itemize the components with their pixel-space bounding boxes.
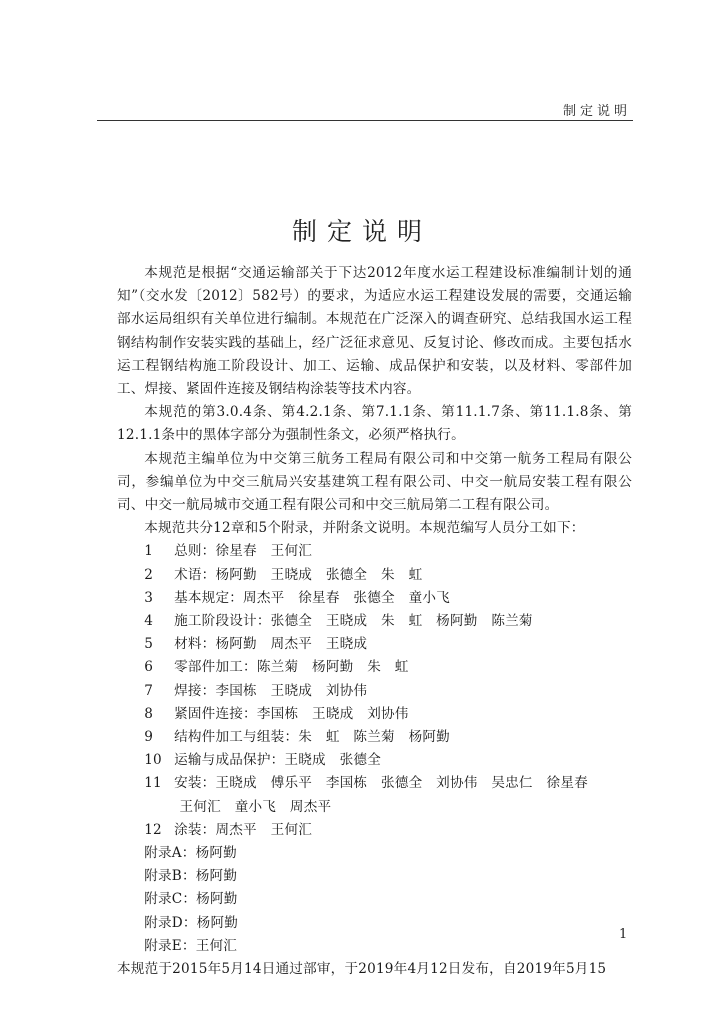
body-text [117, 262, 632, 981]
item-text: 结构件加工与组装：朱 虹 陈兰菊 杨阿勤 [174, 729, 450, 746]
item-number: 3 [144, 589, 154, 606]
page-title: 制定说明 [291, 217, 432, 246]
item-number: 2 [144, 566, 154, 583]
item-text: 施工阶段设计：张德全 王晓成 朱 虹 杨阿勤 陈兰菊 [174, 613, 533, 630]
appendix-item: 附录D：杨阿勤 [144, 914, 239, 931]
item-number: 9 [144, 729, 154, 746]
paragraph-structure: 本规范共分12章和5个附录，并附条文说明。本规范编写人员分工如下： [144, 520, 585, 537]
item-number: 6 [144, 659, 154, 676]
page-number: 1 [619, 927, 628, 942]
item-number: 4 [144, 613, 154, 630]
list-item [117, 564, 632, 587]
item-text: 涂装：周杰平 王何汇 [174, 821, 313, 838]
item-text: 零部件加工：陈兰菊 杨阿勤 朱 虹 [174, 659, 409, 676]
item-text: 运输与成品保护：王晓成 张德全 [174, 752, 381, 769]
appendix-item: 附录B：杨阿勤 [144, 868, 238, 885]
item-number: 1 [144, 543, 154, 560]
list-item [117, 680, 632, 703]
item-text: 焊接：李国栋 王晓成 刘协伟 [174, 682, 368, 699]
item-number: 8 [144, 705, 154, 722]
appendix-item: 附录E：王何汇 [144, 937, 238, 954]
running-header-title: 制定说明 [562, 104, 631, 119]
item-number: 7 [144, 682, 154, 699]
paragraph-basis: 本规范是根据“交通运输部关于下达2012年度水运工程建设标准编制计划的通知”（交水发〔2012〕582号）的要求，为适应水运工程建设发展的需要，交通运输部水运局组织有关单位进行编制。本规范在广泛深入的调查研究、总结我国水运工程钢结构制作安装实践的基础上，经广泛征求意见、反复讨论、修改而成。主要包括水运工程钢结构施工阶段设计、加工、运输、成品保护和安装，以及材料、零部件加工、焊接、紧固件连接及钢结构涂装等技术内容。 [117, 265, 632, 398]
item-number: 10 [144, 752, 162, 769]
paragraph-editing-units: 本规范主编单位为中交第三航务工程局有限公司和中交第一航务工程局有限公司，参编单位为中交三航局兴安基建筑工程有限公司、中交一航局安装工程有限公司、中交一航局城市交通工程有限公司和中交三航局第二工程有限公司。 [117, 450, 632, 514]
item-number: 11 [144, 775, 162, 792]
list-item [117, 656, 632, 679]
appendix-item: 附录A：杨阿勤 [144, 845, 237, 862]
item-text: 总则：徐星春 王何汇 [174, 543, 313, 560]
item-text: 安装：王晓成 傅乐平 李国栋 张德全 刘协伟 吴忠仁 徐星春 [174, 775, 588, 792]
list-item [117, 703, 632, 726]
item-text: 基本规定：周杰平 徐星春 张德全 童小飞 [174, 589, 450, 606]
list-item [117, 819, 632, 842]
item-text: 材料：杨阿勤 周杰平 王晓成 [174, 636, 368, 653]
running-header [97, 94, 633, 121]
paragraph-dates: 本规范于2015年5月14日通过部审，于2019年4月12日发布，自2019年5月15 [117, 961, 607, 978]
appendix-item: 附录C：杨阿勤 [144, 891, 238, 908]
list-item [117, 633, 632, 656]
item-text: 术语：杨阿勤 王晓成 张德全 朱 虹 [174, 566, 423, 583]
list-item [117, 726, 632, 749]
item-number: 5 [144, 636, 154, 653]
item-text: 紧固件连接：李国栋 王晓成 刘协伟 [174, 705, 409, 722]
list-item [117, 610, 632, 633]
item-continuation: 王何汇 童小飞 周杰平 [179, 798, 332, 815]
list-item [117, 587, 632, 610]
item-number: 12 [144, 821, 162, 838]
list-item [117, 540, 632, 563]
list-item [117, 772, 632, 795]
paragraph-mandatory-clauses: 本规范的第3.0.4条、第4.2.1条、第7.1.1条、第11.1.7条、第11.1.8条、第12.1.1条中的黑体字部分为强制性条文，必须严格执行。 [117, 404, 632, 444]
list-item [117, 749, 632, 772]
author-list [117, 540, 632, 842]
